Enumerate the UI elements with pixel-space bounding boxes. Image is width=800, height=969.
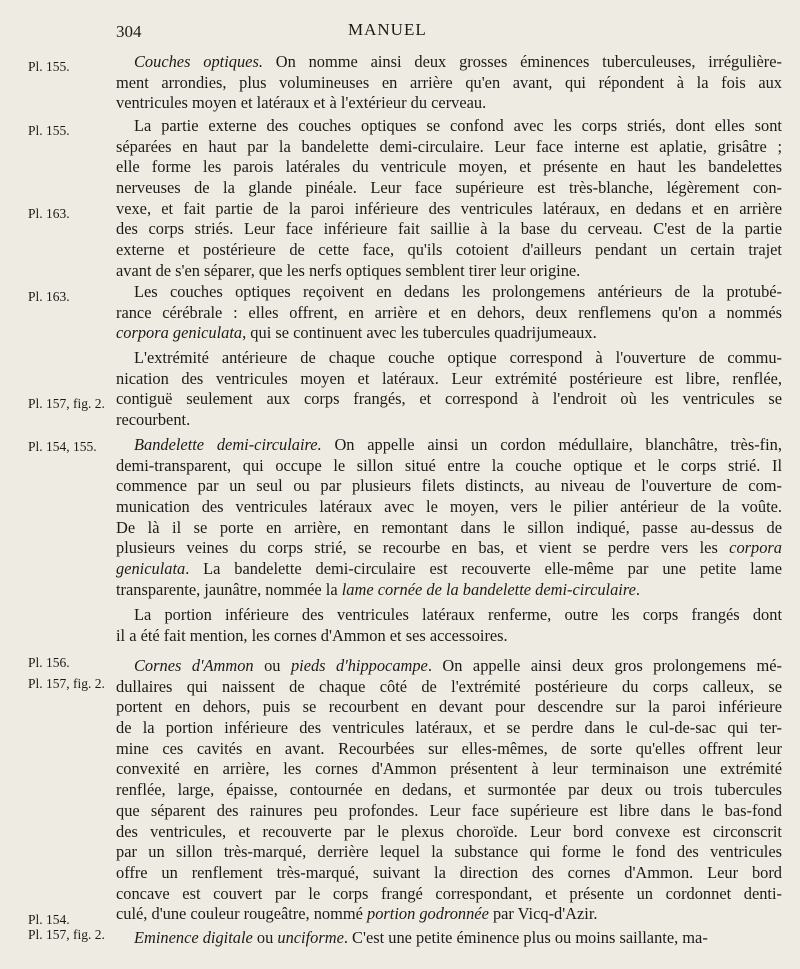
paragraph-partie-externe bbox=[116, 116, 782, 282]
text-run: . C'est une petite éminence plus ou moins saillante, ma- bbox=[343, 928, 708, 947]
text-line bbox=[116, 677, 782, 698]
text-run: externe et postérieure de cette face, qu'ils cotoient d'ailleurs pendant un certain trajet bbox=[116, 240, 782, 260]
text-line bbox=[116, 199, 782, 220]
margin-note: Pl. 154, 155. bbox=[28, 439, 97, 454]
text-run: La partie externe des couches optiques se confond avec les corps striés, dont elles sont bbox=[134, 116, 782, 135]
margin-note: Pl. 157, fig. 2. bbox=[28, 676, 105, 691]
text-run: concave est couvert par le corps frangé correspondant, et présente un cordonnet denti- bbox=[116, 883, 782, 903]
text-run: mine ces cavités en avant. Recourbées sur elles-mêmes, de sorte qu'elles offrent leur bbox=[116, 738, 782, 758]
text-line bbox=[116, 497, 782, 518]
text-run: . La bandelette demi-circulaire est recouverte elle-même par une petite lame bbox=[185, 559, 782, 579]
paragraph-bandelette bbox=[116, 435, 782, 601]
italic-term: Cornes d'Ammon bbox=[134, 656, 254, 675]
text-line bbox=[116, 389, 782, 410]
text-run: On nomme ainsi deux grosses éminences tuberculeuses, irrégulière- bbox=[262, 52, 782, 71]
margin-note: Pl. 156. bbox=[28, 655, 70, 670]
text-line bbox=[116, 538, 782, 559]
text-run: On appelle ainsi un cordon médullaire, blanchâtre, très-fin, bbox=[321, 435, 782, 454]
italic-term: corpora bbox=[729, 538, 782, 558]
text-line bbox=[116, 456, 782, 477]
text-line bbox=[116, 842, 782, 863]
text-run: convexité en arrière, les cornes d'Ammon présentent à leur terminaison une extrémité bbox=[116, 759, 782, 779]
text-line bbox=[116, 178, 782, 199]
text-run: portent en dehors, puis se recourbent en devant pour descendre sur la paroi inférieure bbox=[116, 697, 782, 717]
text-run: contiguë seulement aux corps frangés, et correspond à l'endroit où les ventricules se bbox=[116, 389, 782, 409]
text-run: . On appelle ainsi deux gros prolongemens mé- bbox=[427, 656, 782, 675]
text-run: par Vicq-d'Azir. bbox=[488, 904, 598, 924]
text-line bbox=[116, 697, 782, 718]
italic-term: pieds d'hippocampe bbox=[290, 656, 428, 675]
text-run: il a été fait mention, les cornes d'Ammon et ses accessoires. bbox=[116, 625, 508, 645]
text-run: demi-transparent, qui occupe le sillon situé entre la couche optique et le corps strié. Il bbox=[116, 455, 782, 475]
text-line bbox=[116, 476, 782, 497]
text-run: rance cérébrale : elles offrent, en arrière et en dehors, deux renflemens qu'on a nommés bbox=[116, 302, 782, 322]
text-run: dullaires qui naissent de chaque côté de l'extrémité postérieure du corps calleux, se bbox=[116, 676, 782, 696]
text-line bbox=[116, 52, 782, 73]
text-run: La portion inférieure des ventricules latéraux renferme, outre les corps frangés dont bbox=[134, 605, 782, 624]
margin-note: Pl. 154. bbox=[28, 912, 70, 927]
text-run: avant de s'en séparer, que les nerfs optiques semblent tirer leur origine. bbox=[116, 260, 581, 280]
text-run: vexe, et fait partie de la paroi inférieure des ventricules latéraux, en dedans et en arrière bbox=[116, 198, 782, 218]
text-line bbox=[116, 240, 782, 261]
text-run: transparente, jaunâtre, nommée la bbox=[116, 579, 342, 599]
margin-note: Pl. 157, fig. 2. bbox=[28, 396, 105, 411]
text-run: offre un renflement très-marqué, suivant la direction des cornes d'Ammon. Leur bord bbox=[116, 862, 782, 882]
text-run: commence par un seul ou par plusieurs filets distincts, au niveau de l'ouverture de com- bbox=[116, 476, 782, 496]
text-line bbox=[116, 137, 782, 158]
text-line bbox=[116, 518, 782, 539]
text-line bbox=[116, 323, 782, 344]
paragraph-cornes-ammon bbox=[116, 656, 782, 925]
margin-note: Pl. 155. bbox=[28, 59, 70, 74]
italic-term: Couches optiques. bbox=[134, 52, 263, 71]
text-line bbox=[116, 739, 782, 760]
text-run: des ventricules, et recouverte par le plexus choroïde. Leur bord convexe est circonscrit bbox=[116, 821, 782, 841]
margin-note: Pl. 163. bbox=[28, 289, 70, 304]
text-line bbox=[116, 904, 782, 925]
paragraph-prolongemens bbox=[116, 282, 782, 344]
text-line bbox=[116, 559, 782, 580]
text-run: nication des ventricules moyen et latéraux. Leur extrémité postérieure est libre, renflée, bbox=[116, 368, 782, 388]
italic-term: Eminence digitale bbox=[134, 928, 253, 947]
text-line bbox=[116, 626, 782, 647]
text-line bbox=[116, 801, 782, 822]
text-line bbox=[116, 157, 782, 178]
italic-term: geniculata bbox=[116, 559, 186, 579]
paragraph-portion-inferieure bbox=[116, 605, 782, 646]
text-run: ventricules moyen et latéraux et à l'extérieur du cerveau. bbox=[116, 93, 487, 113]
text-run: ou bbox=[253, 656, 291, 675]
text-line bbox=[116, 73, 782, 94]
margin-note: Pl. 155. bbox=[28, 123, 70, 138]
text-line bbox=[116, 219, 782, 240]
text-run: Les couches optiques reçoivent en dedans les prolongemens antérieurs de la protubé- bbox=[134, 282, 782, 301]
text-line bbox=[116, 884, 782, 905]
text-line bbox=[116, 780, 782, 801]
text-line bbox=[116, 863, 782, 884]
text-run: de la portion inférieure des ventricules latéraux, et se perdre dans le cul-de-sac qui ter- bbox=[116, 718, 782, 738]
text-line bbox=[116, 580, 782, 601]
text-run: nerveuses de la glande pinéale. Leur face supérieure est très-blanche, légèrement con- bbox=[116, 178, 782, 198]
text-run: renflée, large, épaisse, contournée en dedans, et surmontée par deux ou trois tubercules bbox=[116, 780, 782, 800]
text-line bbox=[116, 718, 782, 739]
text-run: culé, d'une couleur rougeâtre, nommé bbox=[116, 904, 367, 924]
text-line bbox=[116, 410, 782, 431]
page-header bbox=[0, 20, 800, 46]
italic-term: Bandelette demi-circulaire. bbox=[134, 435, 322, 454]
text-run: séparées en haut par la bandelette demi-circulaire. Leur face interne est aplatie, grisâtre ; bbox=[116, 136, 782, 156]
text-run: que séparent des rainures peu profondes. Leur face supérieure est libre dans le bas-fond bbox=[116, 800, 782, 820]
text-run: des corps striés. Leur face inférieure fait saillie à la base du cerveau. C'est de la partie bbox=[116, 219, 782, 239]
text-run: par un sillon très-marqué, derrière lequel la substance qui forme le fond des ventricules bbox=[116, 842, 782, 862]
text-line bbox=[116, 435, 782, 456]
text-run: L'extrémité antérieure de chaque couche optique correspond à l'ouverture de commu- bbox=[134, 348, 782, 367]
text-line bbox=[116, 759, 782, 780]
text-run: recourbent. bbox=[116, 410, 191, 430]
text-run: ment arrondies, plus volumineuses en arrière qu'en avant, qui répondent à la fois aux bbox=[116, 72, 782, 92]
text-run: ou bbox=[252, 928, 278, 947]
text-line bbox=[116, 822, 782, 843]
text-line bbox=[116, 261, 782, 282]
text-line bbox=[116, 348, 782, 369]
text-line bbox=[116, 93, 782, 114]
margin-note: Pl. 163. bbox=[28, 206, 70, 221]
text-run: plusieurs veines du corps strié, se recourbe en bas, et vient se perdre vers les bbox=[116, 538, 730, 558]
italic-term: unciforme bbox=[277, 928, 344, 947]
text-run: munication des ventricules latéraux avec le moyen, vers le pilier antérieur de la voûte. bbox=[116, 497, 782, 517]
text-run: De là il se porte en arrière, en remontant dans le sillon indiqué, passe au-dessus de bbox=[116, 517, 782, 537]
paragraph-extremite-anterieure bbox=[116, 348, 782, 431]
paragraph-eminence-digitale bbox=[116, 928, 782, 949]
margin-note: Pl. 157, fig. 2. bbox=[28, 927, 105, 942]
text-line bbox=[116, 116, 782, 137]
text-run: . bbox=[635, 579, 641, 599]
italic-term: portion godronnée bbox=[367, 904, 489, 924]
italic-term: lame cornée de la bandelette demi-circulaire bbox=[341, 579, 636, 599]
text-line bbox=[116, 605, 782, 626]
text-run: , qui se continuent avec les tubercules quadrijumeaux. bbox=[242, 323, 597, 343]
text-run: elle forme les parois latérales du ventricule moyen, et présente en haut les bandelettes bbox=[116, 157, 782, 177]
text-line bbox=[116, 369, 782, 390]
text-line bbox=[116, 303, 782, 324]
text-line bbox=[116, 656, 782, 677]
running-title: MANUEL bbox=[348, 20, 427, 39]
text-line bbox=[116, 282, 782, 303]
page-number: 304 bbox=[116, 22, 142, 41]
paragraph-couches-optiques bbox=[116, 52, 782, 114]
text-line bbox=[116, 928, 782, 949]
italic-term: corpora geniculata bbox=[116, 323, 243, 343]
